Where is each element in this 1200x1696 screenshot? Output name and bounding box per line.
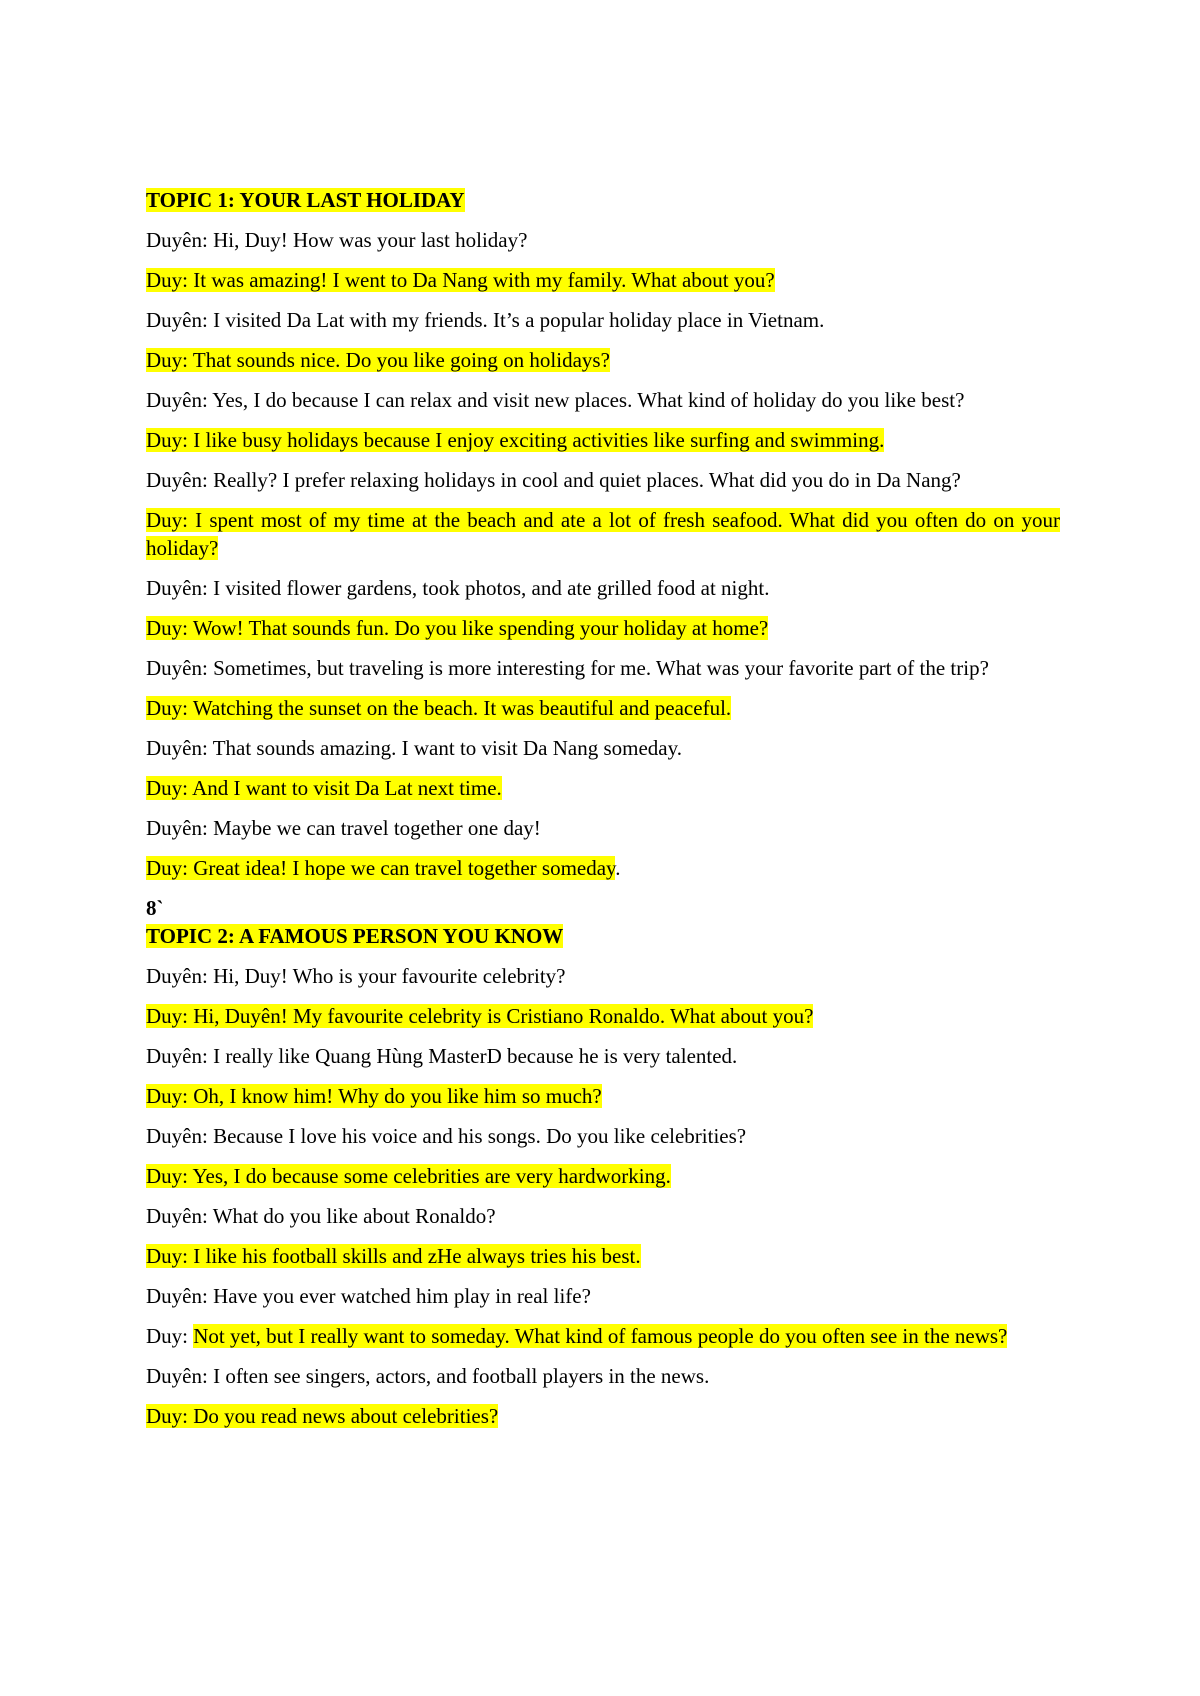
- topic1-dialogue-line: [146, 506, 1060, 562]
- line-text: Duyên: Yes, I do because I can relax and visit new places. What kind of holiday do you like best?: [146, 388, 965, 412]
- topic2-dialogue-line: [146, 1082, 1060, 1110]
- topic2-dialogue-line: [146, 1042, 1060, 1070]
- highlighted-line-text: Duy: And I want to visit Da Lat next time.: [146, 776, 502, 800]
- line-text: Duyên: Hi, Duy! Who is your favourite celebrity?: [146, 964, 566, 988]
- line-text: Duyên: I often see singers, actors, and football players in the news.: [146, 1364, 710, 1388]
- highlighted-line-text: Duy: I like busy holidays because I enjoy exciting activities like surfing and swimming.: [146, 428, 885, 452]
- topic1-dialogue-line: [146, 306, 1060, 334]
- topic2-dialogue-line: [146, 1402, 1060, 1430]
- topic2-dialogue-line: [146, 1282, 1060, 1310]
- topic2-dialogue-line: [146, 1322, 1060, 1350]
- line-text: Duyên: Maybe we can travel together one day!: [146, 816, 541, 840]
- stray-mark: 8`: [146, 896, 164, 920]
- line-text: Duyên: Have you ever watched him play in real life?: [146, 1284, 591, 1308]
- line-tail: .: [615, 856, 621, 880]
- highlighted-line-text: Duy: Hi, Duyên! My favourite celebrity is Cristiano Ronaldo. What about you?: [146, 1004, 814, 1028]
- line-text: Duyên: What do you like about Ronaldo?: [146, 1204, 496, 1228]
- topic2-dialogue-line: [146, 1122, 1060, 1150]
- speaker-prefix: Duy:: [146, 1324, 194, 1348]
- topic2-dialogue-line: [146, 1002, 1060, 1030]
- topic2-dialogue-line: [146, 962, 1060, 990]
- topic1-dialogue-line: [146, 734, 1060, 762]
- document-body: [146, 186, 1060, 1442]
- topic2-title: TOPIC 2: A FAMOUS PERSON YOU KNOW: [146, 924, 564, 948]
- highlighted-line-text: Not yet, but I really want to someday. What kind of famous people do you often see in the news?: [193, 1324, 1008, 1348]
- highlighted-line-text: Duy: That sounds nice. Do you like going on holidays?: [146, 348, 610, 372]
- line-text: Duyên: That sounds amazing. I want to visit Da Nang someday.: [146, 736, 682, 760]
- highlighted-line-text: Duy: I spent most of my time at the beach and ate a lot of fresh seafood. What did you often do on your holiday?: [146, 508, 1060, 560]
- line-text: Duyên: I visited Da Lat with my friends. It’s a popular holiday place in Vietnam.: [146, 308, 825, 332]
- highlighted-line-text: Duy: Watching the sunset on the beach. It was beautiful and peaceful.: [146, 696, 732, 720]
- topic1-dialogue-line: [146, 226, 1060, 254]
- topic1-dialogue-line: [146, 814, 1060, 842]
- topic1-dialogue-line: [146, 346, 1060, 374]
- topic1-dialogue-line: [146, 426, 1060, 454]
- topic2-dialogue-line: [146, 1362, 1060, 1390]
- highlighted-line-text: Duy: Yes, I do because some celebrities are very hardworking.: [146, 1164, 671, 1188]
- topic1-dialogue-line: [146, 386, 1060, 414]
- topic1-dialogue-line: [146, 774, 1060, 802]
- topic1-dialogue: [146, 226, 1060, 882]
- topic2-dialogue-line: [146, 1162, 1060, 1190]
- topic1-dialogue-line: [146, 466, 1060, 494]
- topic1-dialogue-line: [146, 574, 1060, 602]
- topic1-dialogue-line: [146, 654, 1060, 682]
- topic2-dialogue-line: [146, 1242, 1060, 1270]
- topic1-dialogue-line: [146, 854, 1060, 882]
- topic1-dialogue-line: [146, 614, 1060, 642]
- topic2-heading: [146, 922, 1060, 950]
- highlighted-line-text: Duy: Great idea! I hope we can travel together someday: [146, 856, 616, 880]
- topic1-dialogue-line: [146, 266, 1060, 294]
- topic1-heading: [146, 186, 1060, 214]
- topic1-dialogue-line: [146, 694, 1060, 722]
- line-text: Duyên: I really like Quang Hùng MasterD because he is very talented.: [146, 1044, 738, 1068]
- highlighted-line-text: Duy: It was amazing! I went to Da Nang with my family. What about you?: [146, 268, 775, 292]
- line-text: Duyên: Because I love his voice and his songs. Do you like celebrities?: [146, 1124, 747, 1148]
- topic2-dialogue: [146, 962, 1060, 1430]
- line-text: Duyên: Hi, Duy! How was your last holiday?: [146, 228, 528, 252]
- highlighted-line-text: Duy: Wow! That sounds fun. Do you like spending your holiday at home?: [146, 616, 769, 640]
- highlighted-line-text: Duy: Oh, I know him! Why do you like him so much?: [146, 1084, 602, 1108]
- highlighted-line-text: Duy: Do you read news about celebrities?: [146, 1404, 499, 1428]
- line-text: Duyên: Sometimes, but traveling is more interesting for me. What was your favorite part of the trip?: [146, 656, 989, 680]
- line-text: Duyên: Really? I prefer relaxing holidays in cool and quiet places. What did you do in Da Nang?: [146, 468, 961, 492]
- line-text: Duyên: I visited flower gardens, took photos, and ate grilled food at night.: [146, 576, 770, 600]
- topic1-title: TOPIC 1: YOUR LAST HOLIDAY: [146, 188, 465, 212]
- topic2-dialogue-line: [146, 1202, 1060, 1230]
- highlighted-line-text: Duy: I like his football skills and zHe always tries his best.: [146, 1244, 641, 1268]
- stray-mark-line: [146, 894, 1060, 922]
